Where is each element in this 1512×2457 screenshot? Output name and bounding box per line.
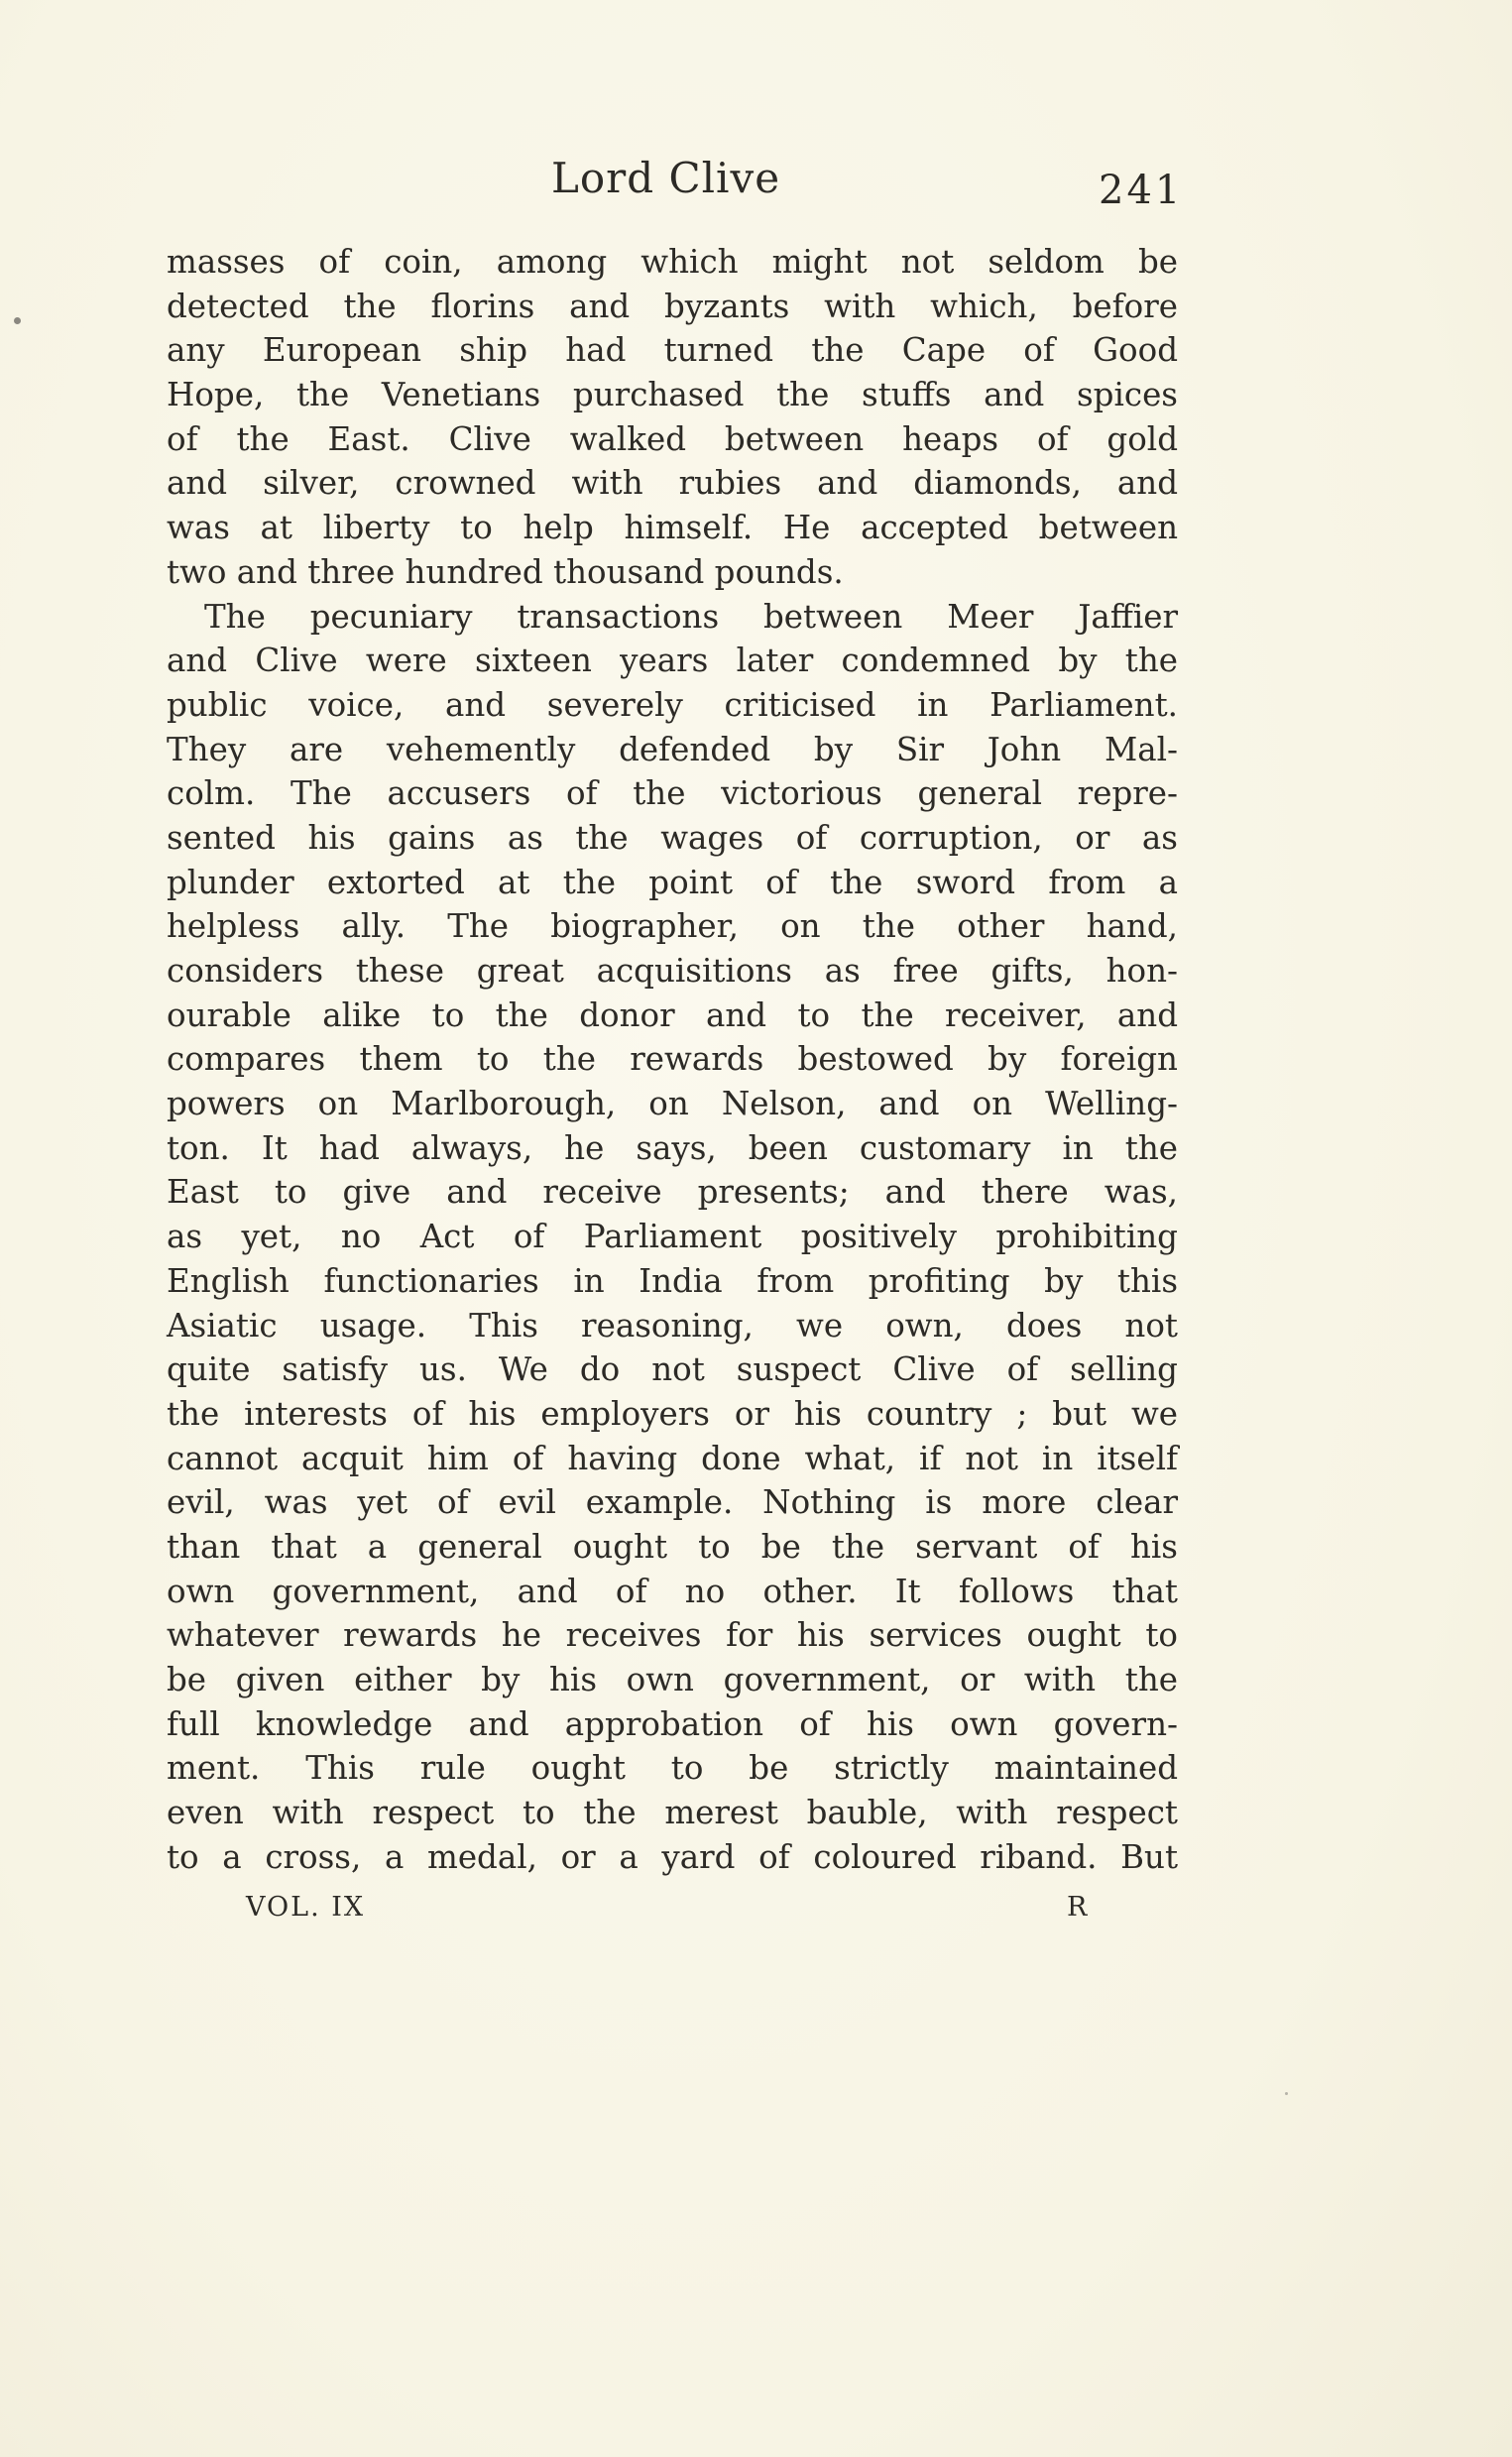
- text-line: the interests of his employers or his country ; but we: [167, 1394, 1178, 1433]
- text-line: be given either by his own government, or with the: [167, 1661, 1178, 1698]
- volume-signature: VOL. IX: [246, 1892, 366, 1923]
- text-line: full knowledge and approbation of his own govern-: [167, 1704, 1178, 1743]
- text-line: own government, and of no other. It follows that: [167, 1572, 1178, 1610]
- paper-speck: [1285, 2092, 1288, 2095]
- text-line: ton. It had always, he says, been customary in the: [167, 1128, 1178, 1167]
- page-footer: [0, 1888, 1512, 1928]
- text-line: cannot acquit him of having done what, if not in itself: [167, 1439, 1178, 1477]
- text-line: than that a general ought to be the servant of his: [167, 1527, 1178, 1566]
- text-line: ourable alike to the donor and to the receiver, and: [167, 995, 1178, 1034]
- text-line: evil, was yet of evil example. Nothing is more clear: [167, 1483, 1178, 1522]
- text-line: powers on Marlborough, on Nelson, and on Welling-: [167, 1085, 1178, 1123]
- paragraph-first-line: The pecuniary transactions between Meer Jaffier: [204, 597, 1178, 636]
- gathering-signature: R: [1067, 1892, 1088, 1923]
- text-line: considers these great acquisitions as free gifts, hon-: [167, 952, 1178, 990]
- text-line: was at liberty to help himself. He accepted between: [167, 509, 1178, 547]
- text-line: and Clive were sixteen years later condemned by the: [167, 642, 1178, 680]
- text-line: plunder extorted at the point of the sword from a: [167, 863, 1178, 901]
- text-line: as yet, no Act of Parliament positively prohibiting: [167, 1218, 1178, 1256]
- text-line: They are vehemently defended by Sir John Mal-: [167, 730, 1178, 768]
- text-line: East to give and receive presents; and there was,: [167, 1173, 1178, 1212]
- text-line: even with respect to the merest bauble, with respect: [167, 1794, 1178, 1832]
- text-line: public voice, and severely criticised in Parliament.: [167, 685, 1178, 724]
- text-line: quite satisfy us. We do not suspect Clive of selling: [167, 1350, 1178, 1389]
- text-line: masses of coin, among which might not seldom be: [167, 243, 1178, 281]
- text-line: two and three hundred thousand pounds.: [167, 552, 844, 591]
- page-number: 241: [1099, 168, 1184, 213]
- running-title: Lord Clive: [551, 154, 781, 202]
- text-line: of the East. Clive walked between heaps of gold: [167, 419, 1178, 458]
- text-line: detected the florins and byzants with which, before: [167, 287, 1178, 325]
- text-line: whatever rewards he receives for his services ought to: [167, 1616, 1178, 1655]
- text-line: helpless ally. The biographer, on the other hand,: [167, 907, 1178, 946]
- text-line: any European ship had turned the Cape of Good: [167, 331, 1178, 370]
- text-line: Asiatic usage. This reasoning, we own, does not: [167, 1306, 1178, 1345]
- text-line: English functionaries in India from profiting by this: [167, 1261, 1178, 1300]
- text-line: Hope, the Venetians purchased the stuffs and spices: [167, 376, 1178, 414]
- text-line: ment. This rule ought to be strictly maintained: [167, 1749, 1178, 1788]
- paper-speck: [14, 317, 21, 324]
- running-head: [0, 149, 1512, 213]
- text-line: compares them to the rewards bestowed by foreign: [167, 1040, 1178, 1079]
- body-text: [167, 240, 1178, 1879]
- text-line: to a cross, a medal, or a yard of coloured riband. But: [167, 1837, 1178, 1876]
- text-line: colm. The accusers of the victorious general repre-: [167, 774, 1178, 813]
- text-line: and silver, crowned with rubies and diamonds, and: [167, 464, 1178, 503]
- text-line: sented his gains as the wages of corruption, or as: [167, 818, 1178, 857]
